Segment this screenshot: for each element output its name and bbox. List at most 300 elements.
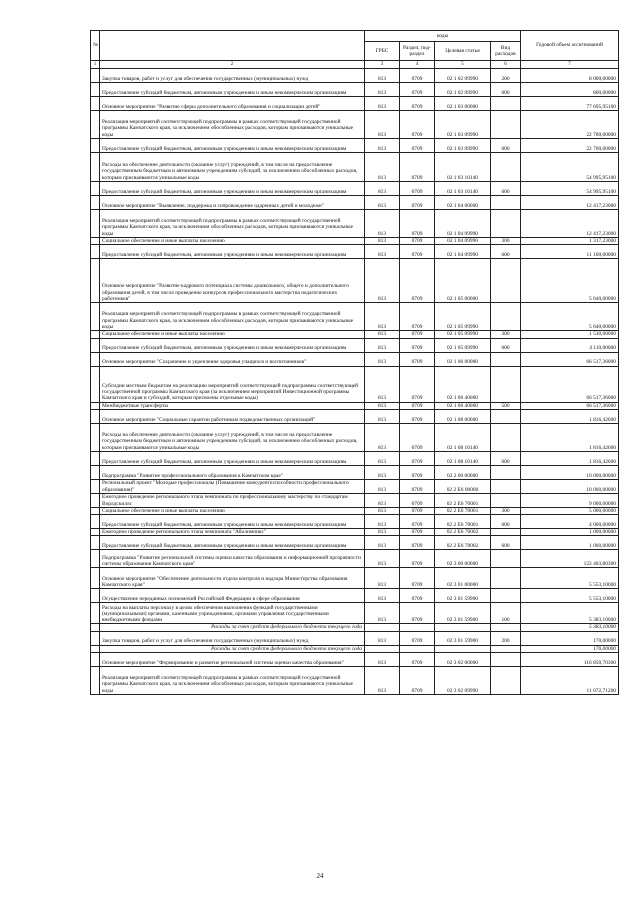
row-name: Реализация мероприятий соответствующей подпрограммы в рамках соответствующей государственной программы Камчатского края, за исключением обособленных расходов, которым присваиваются уникальные коды xyxy=(100,667,365,695)
row-grbs: 813 xyxy=(365,589,400,603)
row-kind: 500 xyxy=(491,402,521,409)
row-section: 0709 xyxy=(400,402,435,409)
row-section: 0709 xyxy=(400,83,435,97)
row-kind xyxy=(491,366,521,402)
table-row xyxy=(91,366,619,402)
row-amount: 5 383,10000 xyxy=(521,603,619,624)
row-section: 0709 xyxy=(400,568,435,589)
row-section: 0709 xyxy=(400,352,435,366)
row-name: Предоставление субсидий бюджетным, автономным учреждениям и иным некоммерческим организациям xyxy=(100,83,365,97)
table-row xyxy=(91,402,619,409)
column-number: 1 xyxy=(91,61,100,69)
row-grbs: 813 xyxy=(365,536,400,550)
row-number xyxy=(91,479,100,493)
row-number xyxy=(91,423,100,451)
row-number xyxy=(91,97,100,111)
table-row xyxy=(91,451,619,465)
row-kind: 600 xyxy=(491,451,521,465)
row-amount: 66 517,36000 xyxy=(521,402,619,409)
column-number: 7 xyxy=(521,61,619,69)
row-amount: 9 000,00000 xyxy=(521,493,619,507)
row-number xyxy=(91,507,100,514)
table-row xyxy=(91,624,619,631)
row-section: 0709 xyxy=(400,245,435,259)
row-grbs xyxy=(365,645,400,652)
table-row xyxy=(91,210,619,238)
row-kind xyxy=(491,409,521,423)
row-grbs: 813 xyxy=(365,245,400,259)
table-row xyxy=(91,303,619,331)
row-number xyxy=(91,83,100,97)
row-kind xyxy=(491,550,521,568)
row-number xyxy=(91,568,100,589)
row-number xyxy=(91,352,100,366)
row-section: 0709 xyxy=(400,259,435,303)
row-kind xyxy=(491,352,521,366)
row-section: 0709 xyxy=(400,653,435,667)
row-target: 02 1 02 09990 xyxy=(435,69,491,83)
row-amount: 800,00000 xyxy=(521,83,619,97)
row-grbs: 813 xyxy=(365,259,400,303)
row-grbs: 813 xyxy=(365,366,400,402)
row-kind xyxy=(491,479,521,493)
row-number xyxy=(91,465,100,479)
row-target: 02 3 02 00000 xyxy=(435,653,491,667)
row-target: 02 3 02 09990 xyxy=(435,667,491,695)
row-target: 02 2 E6 00000 xyxy=(435,479,491,493)
header-grbs: ГРБС xyxy=(365,42,400,61)
table-row xyxy=(91,529,619,536)
row-section: 0709 xyxy=(400,182,435,196)
row-amount: 10 000,00000 xyxy=(521,465,619,479)
row-amount: 11 100,00000 xyxy=(521,245,619,259)
row-number xyxy=(91,631,100,645)
row-name: Основное мероприятие "Развитие сферы дополнительного образования и социализации детей" xyxy=(100,97,365,111)
row-section: 0709 xyxy=(400,366,435,402)
row-name: Основное мероприятие "Развитие кадрового потенциала системы дошкольного, общего и дополнительного образования детей, в том числе проведение конкурсов профессионального мастерства педагогических работников" xyxy=(100,259,365,303)
row-name: Межбюджетные трансферты xyxy=(100,402,365,409)
row-grbs: 813 xyxy=(365,139,400,153)
row-grbs: 813 xyxy=(365,479,400,493)
row-kind: 100 xyxy=(491,603,521,624)
row-number xyxy=(91,245,100,259)
row-amount: 4 110,00000 xyxy=(521,338,619,352)
row-name: Предоставление субсидий бюджетным, автономным учреждениям и иным некоммерческим организациям xyxy=(100,338,365,352)
table-row xyxy=(91,352,619,366)
row-name: Расходы за счет средств федерального бюджета текущего года xyxy=(100,624,365,631)
row-name: Основное мероприятие "Сохранение и укрепление здоровья учащихся и воспитанников" xyxy=(100,352,365,366)
row-name: Основное мероприятие "Выявление, поддержка и сопровождение одаренных детей и молодежи" xyxy=(100,196,365,210)
row-name: Закупка товаров, работ и услуг для обеспечения государственных (муниципальных) нужд xyxy=(100,69,365,83)
table-row xyxy=(91,550,619,568)
page-number: 24 xyxy=(316,872,324,880)
row-target: 02 1 04 09990 xyxy=(435,238,491,245)
row-section: 0709 xyxy=(400,423,435,451)
header-codes: коды xyxy=(365,31,521,42)
header-target: Целевая статья xyxy=(435,42,491,61)
row-grbs: 813 xyxy=(365,303,400,331)
row-number xyxy=(91,624,100,631)
row-grbs: 813 xyxy=(365,550,400,568)
table-row xyxy=(91,331,619,338)
row-name: Предоставление субсидий бюджетным, автономным учреждениям и иным некоммерческим организациям xyxy=(100,182,365,196)
row-kind xyxy=(491,259,521,303)
row-target: 02 1 02 09990 xyxy=(435,83,491,97)
row-target: 02 2 E6 70002 xyxy=(435,536,491,550)
row-kind xyxy=(491,667,521,695)
table-row xyxy=(91,465,619,479)
row-amount: 77 695,95100 xyxy=(521,97,619,111)
row-section xyxy=(400,624,435,631)
row-target: 02 3 01 59900 xyxy=(435,603,491,624)
header-kind: Вид расходов xyxy=(491,42,521,61)
row-amount: 4 000,00000 xyxy=(521,515,619,529)
row-kind xyxy=(491,196,521,210)
column-number: 2 xyxy=(100,61,365,69)
row-amount: 5 553,10000 xyxy=(521,568,619,589)
row-name: Подпрограмма "Развитие профессионального образования в Камчатском крае" xyxy=(100,465,365,479)
table-row xyxy=(91,182,619,196)
row-grbs: 813 xyxy=(365,196,400,210)
table-row xyxy=(91,83,619,97)
row-kind xyxy=(491,97,521,111)
row-name: Предоставление субсидий бюджетным, автономным учреждениям и иным некоммерческим организациям xyxy=(100,536,365,550)
row-kind: 600 xyxy=(491,83,521,97)
row-section: 0709 xyxy=(400,515,435,529)
row-target: 02 2 E6 70002 xyxy=(435,529,491,536)
table-row xyxy=(91,338,619,352)
row-number xyxy=(91,331,100,338)
row-grbs: 813 xyxy=(365,402,400,409)
row-name: Основное мероприятие "Формирование и развитие региональной системы оценки качества образования" xyxy=(100,653,365,667)
table-row xyxy=(91,423,619,451)
table-row xyxy=(91,259,619,303)
row-amount: 54 995,95100 xyxy=(521,182,619,196)
row-amount: 1 816,42600 xyxy=(521,451,619,465)
row-section: 0709 xyxy=(400,451,435,465)
row-target: 02 3 01 59900 xyxy=(435,631,491,645)
row-number xyxy=(91,182,100,196)
row-grbs: 813 xyxy=(365,182,400,196)
table-row xyxy=(91,568,619,589)
row-name: Расходы на выплаты персоналу в целях обеспечения выполнения функций государственными (муниципальными) органами, казенными учреждениями, органами управления государственными внебюджетными фондами xyxy=(100,603,365,624)
row-target: 02 1 03 10140 xyxy=(435,182,491,196)
row-target: 02 1 08 10140 xyxy=(435,423,491,451)
row-grbs: 813 xyxy=(365,515,400,529)
row-section: 0709 xyxy=(400,529,435,536)
row-name: Реализация мероприятий соответствующей подпрограммы в рамках соответствующей государственной программы Камчатского края, за исключением обособленных расходов, которым присваиваются уникальные коды xyxy=(100,111,365,139)
row-number xyxy=(91,603,100,624)
row-target: 02 1 05 09990 xyxy=(435,338,491,352)
row-number xyxy=(91,493,100,507)
row-kind: 600 xyxy=(491,515,521,529)
row-amount: 5 383,10000 xyxy=(521,624,619,631)
row-name: Расходы на обеспечение деятельности (оказание услуг) учреждений, в том числе на предоставление государственным бюджетным и автономным учреждениям субсидий, за исключением обособленных расходов, которым присваиваются уникальные коды xyxy=(100,153,365,182)
row-section: 0709 xyxy=(400,196,435,210)
row-section: 0709 xyxy=(400,210,435,238)
row-number xyxy=(91,238,100,245)
row-kind xyxy=(491,529,521,536)
row-target: 02 1 04 00000 xyxy=(435,196,491,210)
row-kind: 600 xyxy=(491,139,521,153)
row-section: 0709 xyxy=(400,465,435,479)
row-section: 0709 xyxy=(400,331,435,338)
row-grbs: 813 xyxy=(365,653,400,667)
row-target: 02 1 05 09990 xyxy=(435,331,491,338)
row-grbs: 813 xyxy=(365,97,400,111)
row-grbs: 813 xyxy=(365,153,400,182)
row-number xyxy=(91,210,100,238)
row-section: 0709 xyxy=(400,479,435,493)
row-target: 02 1 08 10140 xyxy=(435,451,491,465)
row-name: Социальное обеспечение и иные выплаты населению xyxy=(100,331,365,338)
header-section: Раздел, под-раздел xyxy=(400,42,435,61)
row-number xyxy=(91,338,100,352)
row-grbs: 813 xyxy=(365,423,400,451)
row-section: 0709 xyxy=(400,111,435,139)
row-number xyxy=(91,259,100,303)
row-number xyxy=(91,409,100,423)
row-amount: 12 417,23000 xyxy=(521,196,619,210)
row-kind: 300 xyxy=(491,331,521,338)
row-section: 0709 xyxy=(400,238,435,245)
table-row xyxy=(91,479,619,493)
row-name: Расходы за счет средств федерального бюджета текущего года xyxy=(100,645,365,652)
row-target: 02 1 05 00000 xyxy=(435,259,491,303)
row-target: 02 1 06 40060 xyxy=(435,402,491,409)
row-section xyxy=(400,645,435,652)
table-row xyxy=(91,196,619,210)
row-section: 0709 xyxy=(400,69,435,83)
column-number: 4 xyxy=(400,61,435,69)
row-grbs xyxy=(365,624,400,631)
row-name: Подпрограмма "Развитие региональной системы оценки качества образования и информационной прозрачности системы образования Камчатского края" xyxy=(100,550,365,568)
row-section: 0709 xyxy=(400,97,435,111)
row-amount: 8 000,00000 xyxy=(521,69,619,83)
row-name: Закупка товаров, работ и услуг для обеспечения государственных (муниципальных) нужд xyxy=(100,631,365,645)
row-section: 0709 xyxy=(400,493,435,507)
row-name: Предоставление субсидий бюджетным, автономным учреждениям и иным некоммерческим организациям xyxy=(100,139,365,153)
row-name: Основное мероприятие "Социальные гарантии работникам подведомственных организаций" xyxy=(100,409,365,423)
row-section: 0709 xyxy=(400,536,435,550)
table-row xyxy=(91,645,619,652)
row-name: Предоставление субсидий бюджетным, автономным учреждениям и иным некоммерческим организациям xyxy=(100,245,365,259)
row-name: Реализация мероприятий соответствующей подпрограммы в рамках соответствующей государственной программы Камчатского края, за исключением обособленных расходов, которым присваиваются уникальные коды xyxy=(100,303,365,331)
row-kind: 300 xyxy=(491,238,521,245)
row-amount: 66 517,36000 xyxy=(521,366,619,402)
row-section: 0709 xyxy=(400,338,435,352)
row-target: 02 3 00 00000 xyxy=(435,550,491,568)
table-row xyxy=(91,238,619,245)
row-name: Реализация мероприятий соответствующей подпрограммы в рамках соответствующей государственной программы Камчатского края, за исключением обособленных расходов, которым присваиваются уникальные коды xyxy=(100,210,365,238)
row-kind xyxy=(491,645,521,652)
row-amount: 10 000,00000 xyxy=(521,479,619,493)
row-number xyxy=(91,196,100,210)
row-section: 0709 xyxy=(400,507,435,514)
row-target: 02 1 03 00000 xyxy=(435,97,491,111)
row-section: 0709 xyxy=(400,409,435,423)
header-name xyxy=(100,31,365,61)
row-number xyxy=(91,550,100,568)
row-kind: 600 xyxy=(491,338,521,352)
row-amount: 66 517,36000 xyxy=(521,352,619,366)
row-grbs: 813 xyxy=(365,465,400,479)
table-row xyxy=(91,589,619,603)
table-row xyxy=(91,667,619,695)
row-target: 02 3 01 00000 xyxy=(435,568,491,589)
row-grbs: 813 xyxy=(365,603,400,624)
row-number xyxy=(91,653,100,667)
row-section: 0709 xyxy=(400,667,435,695)
row-amount: 1 530,00000 xyxy=(521,331,619,338)
row-name: Предоставление субсидий бюджетным, автономным учреждениям и иным некоммерческим организациям xyxy=(100,515,365,529)
row-grbs: 813 xyxy=(365,210,400,238)
row-number xyxy=(91,402,100,409)
row-kind xyxy=(491,653,521,667)
column-number: 6 xyxy=(491,61,521,69)
row-kind: 600 xyxy=(491,182,521,196)
row-kind: 200 xyxy=(491,69,521,83)
row-name: Расходы на обеспечение деятельности (оказание услуг) учреждений, в том числе на предоставление государственным бюджетным и автономным учреждениям субсидий, за исключением обособленных расходов, которым присваиваются уникальные коды xyxy=(100,423,365,451)
row-amount: 1 816,42600 xyxy=(521,409,619,423)
row-kind xyxy=(491,111,521,139)
row-target: 02 1 03 09990 xyxy=(435,111,491,139)
row-number xyxy=(91,139,100,153)
row-amount: 1 000,00000 xyxy=(521,529,619,536)
row-grbs: 813 xyxy=(365,338,400,352)
row-grbs: 813 xyxy=(365,409,400,423)
row-name: Ежегодное проведение регионального этапа чемпионата "Абилимпикс" xyxy=(100,529,365,536)
row-section: 0709 xyxy=(400,631,435,645)
row-target: 02 1 03 10140 xyxy=(435,153,491,182)
row-grbs: 813 xyxy=(365,529,400,536)
row-grbs: 813 xyxy=(365,451,400,465)
row-number xyxy=(91,366,100,402)
table-row xyxy=(91,493,619,507)
table-row xyxy=(91,515,619,529)
row-kind: 600 xyxy=(491,245,521,259)
row-name: Субсидии местным бюджетам на реализацию мероприятий соответствующей подпрограммы соответствующей государственной программы Камчатского края (за исключением мероприятий Инвестиционной программы Камчатского края и субсидий, которым присвоены отдельные коды) xyxy=(100,366,365,402)
row-kind: 200 xyxy=(491,631,521,645)
row-name: Осуществление переданных полномочий Российской Федерации в сфере образования xyxy=(100,589,365,603)
row-name: Социальное обеспечение и иные выплаты населению xyxy=(100,238,365,245)
row-kind xyxy=(491,493,521,507)
table-row xyxy=(91,97,619,111)
table-row xyxy=(91,139,619,153)
row-number xyxy=(91,645,100,652)
row-number xyxy=(91,536,100,550)
row-number xyxy=(91,589,100,603)
row-kind: 300 xyxy=(491,507,521,514)
row-grbs: 813 xyxy=(365,667,400,695)
row-number xyxy=(91,667,100,695)
row-section: 0709 xyxy=(400,153,435,182)
row-kind xyxy=(491,589,521,603)
table-row xyxy=(91,153,619,182)
row-grbs: 813 xyxy=(365,238,400,245)
row-amount: 22 700,00000 xyxy=(521,111,619,139)
row-number xyxy=(91,515,100,529)
column-number: 5 xyxy=(435,61,491,69)
row-section: 0709 xyxy=(400,550,435,568)
row-number xyxy=(91,303,100,331)
row-grbs: 813 xyxy=(365,83,400,97)
row-amount: 54 995,95100 xyxy=(521,153,619,182)
row-amount: 1 317,23000 xyxy=(521,238,619,245)
row-amount: 170,00000 xyxy=(521,645,619,652)
row-target xyxy=(435,645,491,652)
row-amount: 1 816,42600 xyxy=(521,423,619,451)
row-amount: 5 000,00000 xyxy=(521,507,619,514)
table-row xyxy=(91,603,619,624)
table-body xyxy=(91,69,619,695)
row-grbs: 813 xyxy=(365,568,400,589)
row-name: Предоставление субсидий бюджетным, автономным учреждениям и иным некоммерческим организациям xyxy=(100,451,365,465)
budget-table-page xyxy=(90,30,618,695)
row-target: 02 1 08 00000 xyxy=(435,409,491,423)
row-grbs: 813 xyxy=(365,69,400,83)
table-row xyxy=(91,409,619,423)
row-name: Региональный проект "Молодые профессионалы (Повышение конкурентоспособности профессионального образования)" xyxy=(100,479,365,493)
row-target: 02 3 01 59900 xyxy=(435,589,491,603)
row-amount: 12 417,23000 xyxy=(521,210,619,238)
row-amount: 170,00000 xyxy=(521,631,619,645)
row-grbs: 813 xyxy=(365,493,400,507)
row-kind xyxy=(491,624,521,631)
row-amount: 1 000,00000 xyxy=(521,536,619,550)
row-kind: 600 xyxy=(491,536,521,550)
row-section: 0709 xyxy=(400,139,435,153)
row-kind xyxy=(491,210,521,238)
row-target: 02 1 04 09990 xyxy=(435,245,491,259)
row-kind xyxy=(491,153,521,182)
row-amount: 116 850,70300 xyxy=(521,653,619,667)
row-amount: 5 553,10000 xyxy=(521,589,619,603)
row-grbs: 813 xyxy=(365,111,400,139)
row-target xyxy=(435,624,491,631)
row-number xyxy=(91,451,100,465)
row-amount: 11 072,71200 xyxy=(521,667,619,695)
row-target: 02 2 E6 70001 xyxy=(435,515,491,529)
row-target: 02 1 05 09990 xyxy=(435,303,491,331)
row-number xyxy=(91,153,100,182)
row-kind xyxy=(491,568,521,589)
row-grbs: 813 xyxy=(365,631,400,645)
row-name: Ежегодное проведение регионального этапа чемпионата по профессиональному мастерству по стандартам Ворлдскиллс xyxy=(100,493,365,507)
row-name: Основное мероприятие "Обеспечение деятельности отдела контроля и надзора Министерства образования Камчатского края" xyxy=(100,568,365,589)
table-row xyxy=(91,631,619,645)
row-section: 0709 xyxy=(400,303,435,331)
table-row xyxy=(91,507,619,514)
row-amount: 22 700,00000 xyxy=(521,139,619,153)
row-target: 02 2 E6 70001 xyxy=(435,507,491,514)
table-row xyxy=(91,653,619,667)
row-section: 0709 xyxy=(400,589,435,603)
row-target: 02 1 06 00000 xyxy=(435,352,491,366)
row-kind xyxy=(491,423,521,451)
row-target: 02 1 04 09990 xyxy=(435,210,491,238)
table-row xyxy=(91,111,619,139)
row-kind xyxy=(491,303,521,331)
table-row xyxy=(91,69,619,83)
row-number xyxy=(91,69,100,83)
row-target: 02 2 00 00000 xyxy=(435,465,491,479)
row-kind xyxy=(491,465,521,479)
table-row xyxy=(91,245,619,259)
row-number xyxy=(91,529,100,536)
row-target: 02 1 03 09990 xyxy=(435,139,491,153)
row-name: Социальное обеспечение и иные выплаты населению xyxy=(100,507,365,514)
